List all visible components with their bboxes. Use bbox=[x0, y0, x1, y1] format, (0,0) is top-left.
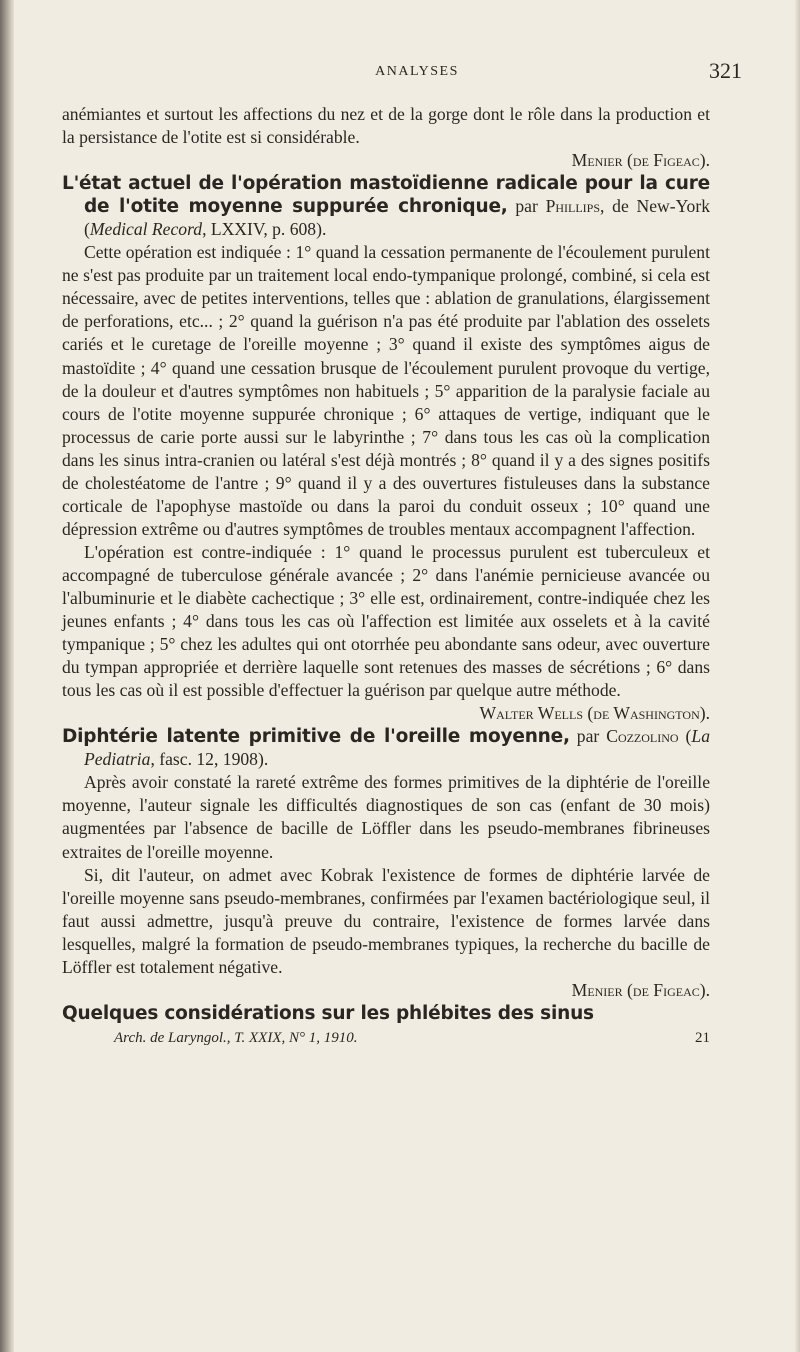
paragraph-continued bbox=[62, 103, 710, 172]
page-number: 321 bbox=[709, 58, 742, 83]
signature: Walter Wells (de Washington). bbox=[479, 703, 710, 724]
paragraph: Cette opération est indiquée : 1° quand la cessation permanente de l'écoulement purulent ne s'est pas produite par un traitement local endo-tympanique prolongé, combiné, si cela est nécessaire, avec de petites interventions, telles que : ablation de granulations, élargissement de perforations, etc... ; 2° quand la guérison n'a pas été produite par l'ablation des osselets cariés et le curetage de l'oreille moyenne ; 3° quand il existe des symptômes aigus de mastoïdite ; 4° quand une cessation brusque de l'écoulement purulent provoque du vertige, de la douleur et d'autres symptômes non habituels ; 5° apparition de la paralysie faciale au cours de l'otite moyenne suppurée chronique ; 6° attaques de vertige, indiquant que le processus de carie porte aussi sur le labyrinthe ; 7° dans tous les cas où la complication dans les sinus intra-cranien ou latéral s'est déjà montrés ; 8° quand il y a des signes positifs de cholestéatome de l'antre ; 9° quand il y a des ouvertures fistuleuses dans la substance corticale de l'apophyse mastoïde ou dans la paroi du conduit osseux ; 10° quand une dépression extrême ou d'autres symptômes de troubles mentaux accompagnent l'affection. bbox=[62, 242, 710, 539]
paragraph: Après avoir constaté la rareté extrême des formes primitives de la diphtérie de l'oreille moyenne, l'auteur signale les difficultés diagnostiques de son cas (enfant de 30 mois) augmentées par l'absence de bacille de Löffler dans les pseudo-membranes fibrineuses extraites de l'oreille moyenne. bbox=[62, 772, 710, 862]
article-title: Quelques considérations sur les phlébites des sinus bbox=[62, 1002, 594, 1024]
running-head: ANALYSES bbox=[375, 64, 459, 79]
source-prefix: ( bbox=[678, 726, 692, 747]
article-author: Phillips bbox=[545, 196, 601, 217]
source-prefix: , de New-York ( bbox=[84, 196, 710, 240]
source-suffix: , fasc. 12, 1908). bbox=[150, 749, 269, 770]
signature-number: 21 bbox=[695, 1029, 710, 1046]
by-word: par bbox=[569, 726, 607, 747]
by-word: par bbox=[507, 196, 546, 217]
page-footer bbox=[62, 1027, 710, 1050]
paragraph-text: Si, dit l'auteur, on admet avec Kobrak l'existence de formes de diphtérie larvée de l'oreille moyenne sans pseudo-membranes, confirmées par l'examen bactériologique seul, il faut aussi admettre, jusqu'à preuve du contraire, l'existence de formes larvée dans lesquelles, malgré la formation de pseudo-membranes typiques, la recherche du bacille de Löffler est totalement négative. bbox=[62, 864, 710, 977]
article-heading bbox=[62, 172, 710, 241]
page-edge-shadow bbox=[794, 0, 800, 1352]
article-author: Cozzolino bbox=[606, 726, 679, 747]
page-header bbox=[62, 58, 772, 88]
footer-journal: Arch. de Laryngol., T. XXIX, N° 1, 1910. bbox=[114, 1029, 358, 1046]
journal-name: Medical Record bbox=[89, 219, 203, 240]
paragraph-text: anémiantes et surtout les affections du nez et de la gorge dont le rôle dans la production et la persistance de l'otite est si considérable. bbox=[62, 104, 710, 148]
signature: Menier (de Figeac). bbox=[571, 150, 710, 171]
article-title: L'état actuel de l'opération mastoïdienne radicale pour la cure de l'otite moyenne suppurée chronique, bbox=[62, 173, 710, 218]
article-heading bbox=[62, 725, 710, 771]
article-heading bbox=[62, 1002, 710, 1025]
paragraph: L'opération est contre-indiquée : 1° quand le processus purulent est tuberculeux et accompagné de tuberculose générale avancée ; 2° dans l'anémie pernicieuse avancée ou l'albuminurie et le diabète cachectique ; 3° elle est, ordinairement, contre-indiquée chez les jeunes enfants ; 4° dans tous les cas où l'affection est limitée aux osselets et à la cavité tympanique ; 5° chez les adultes qui ont otorrhée peu abondante sans odeur, avec ouverture du tympan appropriée et derrière laquelle sont retenues des masses de sécrétions ; 6° dans tous les cas où il est possible d'effectuer la guérison par quelque autre méthode. bbox=[62, 541, 710, 701]
signature-line bbox=[62, 702, 710, 725]
book-spine-shadow bbox=[0, 0, 14, 1352]
signature: Menier (de Figeac). bbox=[571, 979, 710, 1000]
source-suffix: , LXXIV, p. 608). bbox=[202, 219, 327, 240]
article-title: Diphtérie latente primitive de l'oreille moyenne, bbox=[62, 726, 570, 748]
page-body bbox=[62, 103, 710, 1050]
paragraph bbox=[62, 864, 710, 1002]
journal-name: La Pediatria bbox=[84, 726, 710, 770]
